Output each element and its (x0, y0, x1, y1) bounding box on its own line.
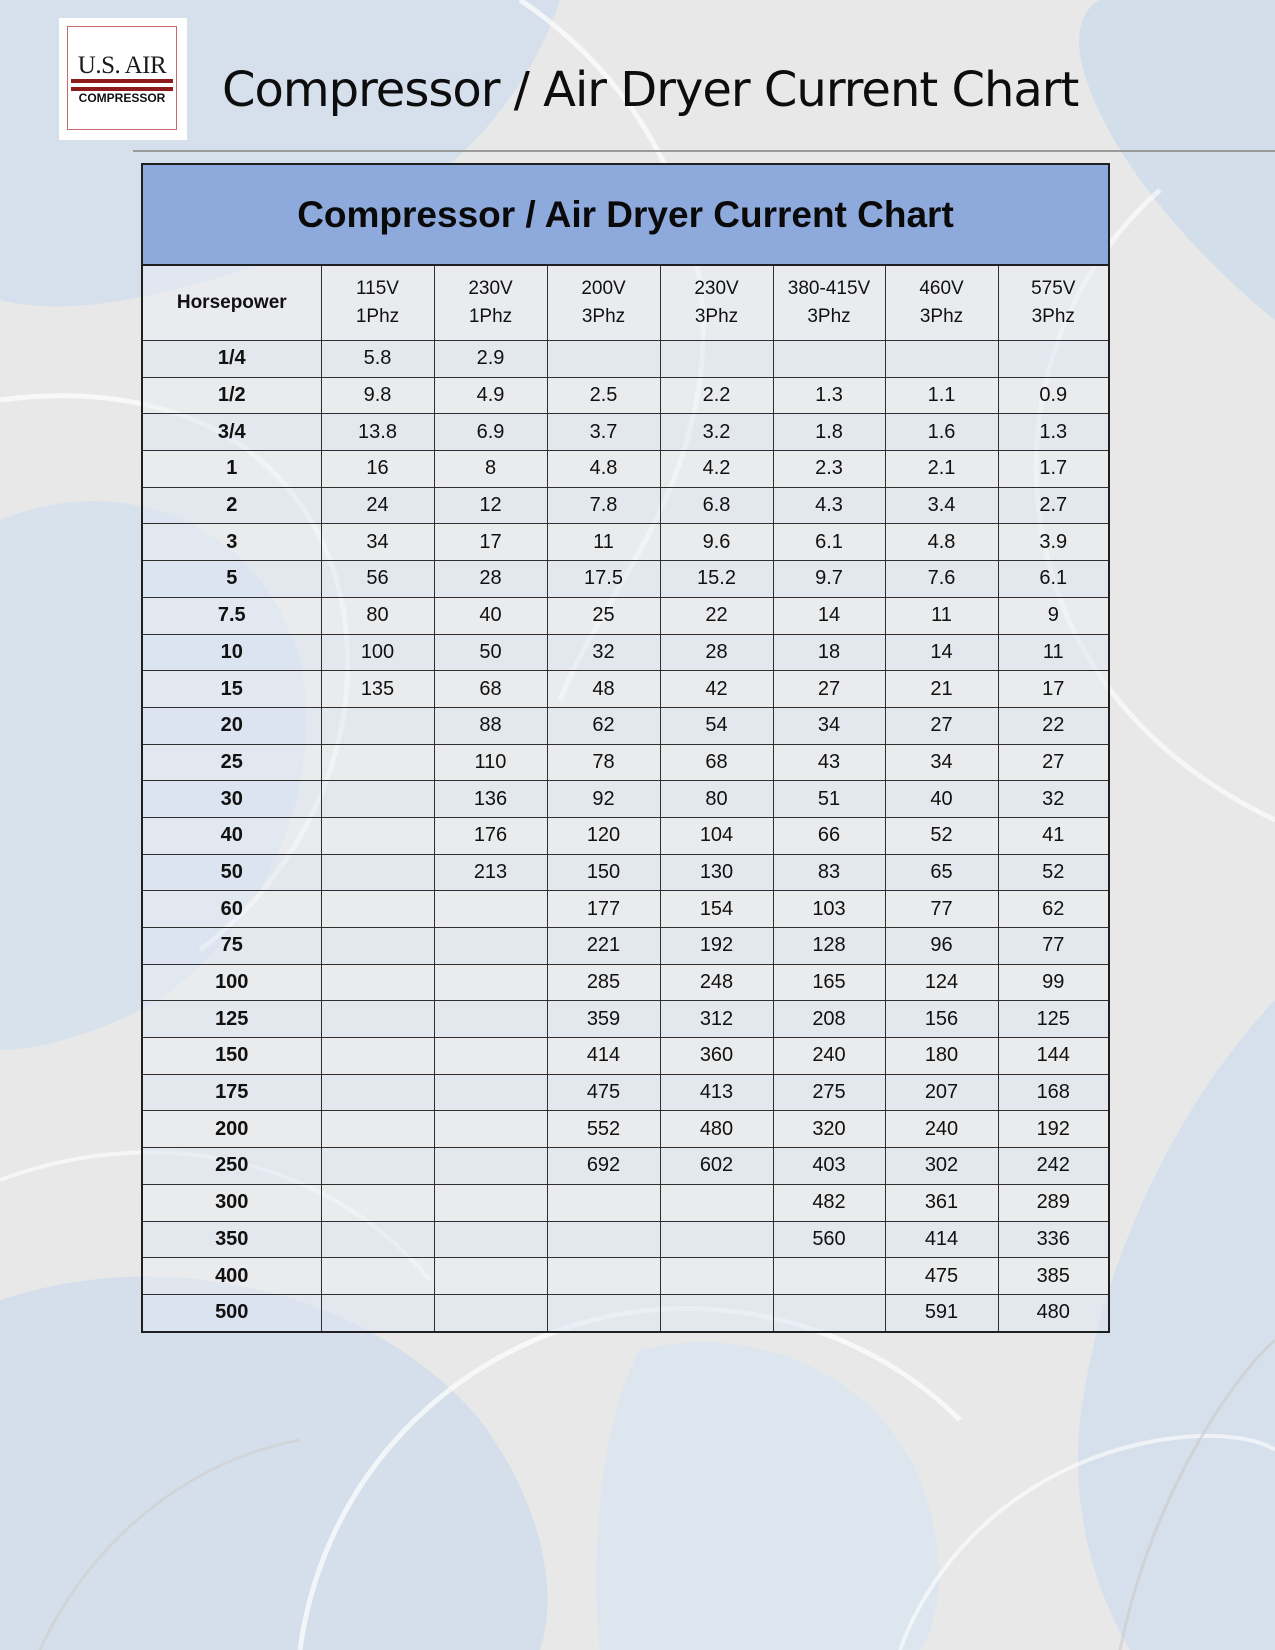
horsepower-cell: 150 (142, 1038, 321, 1075)
current-cell: 312 (660, 1001, 773, 1038)
current-cell: 180 (885, 1038, 998, 1075)
logo-wordmark-bottom: COMPRESSOR (78, 91, 166, 105)
column-header (773, 265, 885, 341)
current-cell: 6.1 (998, 561, 1109, 598)
current-cell: 240 (773, 1038, 885, 1075)
current-cell: 22 (660, 597, 773, 634)
horsepower-cell: 5 (142, 561, 321, 598)
current-cell: 6.8 (660, 487, 773, 524)
current-cell: 176 (434, 817, 547, 854)
current-cell: 18 (773, 634, 885, 671)
table-row (142, 744, 1109, 781)
current-cell: 13.8 (321, 414, 434, 451)
current-cell (321, 854, 434, 891)
current-cell: 21 (885, 671, 998, 708)
current-cell: 1.3 (998, 414, 1109, 451)
column-header-line1: 380-415V (787, 278, 871, 299)
horsepower-cell: 100 (142, 964, 321, 1001)
current-cell: 62 (998, 891, 1109, 928)
table-row (142, 451, 1109, 488)
current-cell (434, 1148, 547, 1185)
current-chart-table-container (141, 163, 1108, 1333)
current-cell: 1.6 (885, 414, 998, 451)
horsepower-cell: 25 (142, 744, 321, 781)
current-cell: 34 (773, 707, 885, 744)
current-cell: 207 (885, 1074, 998, 1111)
table-row (142, 341, 1109, 378)
current-cell: 2.1 (885, 451, 998, 488)
current-cell (321, 1111, 434, 1148)
current-cell: 359 (547, 1001, 660, 1038)
current-cell: 124 (885, 964, 998, 1001)
current-cell: 17 (434, 524, 547, 561)
current-cell (660, 1184, 773, 1221)
current-cell (434, 1001, 547, 1038)
current-cell: 34 (885, 744, 998, 781)
current-cell: 602 (660, 1148, 773, 1185)
column-header-line2: 3Phz (807, 306, 851, 327)
current-cell: 7.6 (885, 561, 998, 598)
current-cell: 68 (434, 671, 547, 708)
current-cell: 6.9 (434, 414, 547, 451)
current-cell (321, 1221, 434, 1258)
current-cell (321, 744, 434, 781)
table-row (142, 414, 1109, 451)
current-cell: 28 (434, 561, 547, 598)
horsepower-cell: 1 (142, 451, 321, 488)
current-cell (660, 1221, 773, 1258)
current-cell: 24 (321, 487, 434, 524)
current-cell: 221 (547, 928, 660, 965)
current-cell: 480 (660, 1111, 773, 1148)
column-header-line2: 3Phz (1031, 306, 1075, 327)
table-row (142, 487, 1109, 524)
column-header (434, 265, 547, 341)
table-title: Compressor / Air Dryer Current Chart (141, 163, 1110, 264)
horsepower-cell: 40 (142, 817, 321, 854)
horsepower-cell: 15 (142, 671, 321, 708)
current-cell: 2.2 (660, 377, 773, 414)
column-header-line1: 230V (468, 278, 513, 299)
current-cell: 414 (885, 1221, 998, 1258)
table-body (142, 341, 1109, 1332)
current-cell: 1.7 (998, 451, 1109, 488)
current-cell: 11 (885, 597, 998, 634)
current-chart-table (141, 163, 1110, 1333)
current-cell: 32 (547, 634, 660, 671)
current-cell: 4.9 (434, 377, 547, 414)
table-header (142, 265, 1109, 341)
current-cell: 32 (998, 781, 1109, 818)
current-cell: 9.8 (321, 377, 434, 414)
horsepower-cell: 175 (142, 1074, 321, 1111)
current-cell: 150 (547, 854, 660, 891)
horsepower-cell: 50 (142, 854, 321, 891)
current-cell: 7.8 (547, 487, 660, 524)
current-cell: 480 (998, 1294, 1109, 1331)
column-header-line2: 3Phz (581, 306, 626, 327)
current-cell: 361 (885, 1184, 998, 1221)
horsepower-cell: 7.5 (142, 597, 321, 634)
current-cell: 248 (660, 964, 773, 1001)
current-cell: 2.9 (434, 341, 547, 378)
table-row (142, 524, 1109, 561)
current-cell: 289 (998, 1184, 1109, 1221)
current-cell (321, 817, 434, 854)
current-cell: 692 (547, 1148, 660, 1185)
horsepower-cell: 250 (142, 1148, 321, 1185)
current-cell (660, 341, 773, 378)
logo-wordmark-top: U.S. AIR (77, 52, 167, 79)
table-row (142, 1074, 1109, 1111)
current-cell (321, 964, 434, 1001)
current-cell: 68 (660, 744, 773, 781)
table-row (142, 928, 1109, 965)
current-cell: 9.6 (660, 524, 773, 561)
current-cell: 3.4 (885, 487, 998, 524)
current-cell: 177 (547, 891, 660, 928)
table-row (142, 1294, 1109, 1331)
current-cell (434, 891, 547, 928)
table-row (142, 671, 1109, 708)
current-cell: 165 (773, 964, 885, 1001)
current-cell (773, 1258, 885, 1295)
current-cell (434, 1074, 547, 1111)
current-cell (434, 1184, 547, 1221)
current-cell (998, 341, 1109, 378)
current-cell: 43 (773, 744, 885, 781)
page-title: Compressor / Air Dryer Current Chart (222, 62, 1079, 118)
column-header (547, 265, 660, 341)
current-cell (434, 928, 547, 965)
current-cell: 9 (998, 597, 1109, 634)
current-cell: 242 (998, 1148, 1109, 1185)
current-cell: 14 (885, 634, 998, 671)
current-cell: 4.3 (773, 487, 885, 524)
logo-stripe (71, 79, 173, 83)
current-cell: 80 (660, 781, 773, 818)
current-cell: 136 (434, 781, 547, 818)
horsepower-cell: 20 (142, 707, 321, 744)
current-cell: 560 (773, 1221, 885, 1258)
current-cell: 6.1 (773, 524, 885, 561)
current-cell: 130 (660, 854, 773, 891)
current-cell (773, 1294, 885, 1331)
current-cell: 34 (321, 524, 434, 561)
current-cell: 3.2 (660, 414, 773, 451)
current-cell: 285 (547, 964, 660, 1001)
column-header-line1: 575V (1031, 278, 1076, 299)
company-logo (59, 18, 187, 140)
current-cell: 52 (998, 854, 1109, 891)
current-cell: 120 (547, 817, 660, 854)
current-cell (321, 1184, 434, 1221)
current-cell: 16 (321, 451, 434, 488)
current-cell: 83 (773, 854, 885, 891)
horsepower-cell: 300 (142, 1184, 321, 1221)
table-row (142, 1148, 1109, 1185)
column-header-line1: 230V (694, 278, 739, 299)
current-cell: 302 (885, 1148, 998, 1185)
current-cell (547, 1221, 660, 1258)
current-cell: 40 (885, 781, 998, 818)
current-cell (321, 928, 434, 965)
current-cell (321, 1074, 434, 1111)
current-cell: 14 (773, 597, 885, 634)
table-row (142, 964, 1109, 1001)
current-cell: 5.8 (321, 341, 434, 378)
current-cell: 156 (885, 1001, 998, 1038)
current-cell (885, 341, 998, 378)
current-cell (321, 707, 434, 744)
current-cell: 88 (434, 707, 547, 744)
current-cell: 92 (547, 781, 660, 818)
horsepower-cell: 75 (142, 928, 321, 965)
table-row (142, 1221, 1109, 1258)
column-header (885, 265, 998, 341)
current-cell: 48 (547, 671, 660, 708)
current-cell: 50 (434, 634, 547, 671)
current-cell (321, 1258, 434, 1295)
column-header (998, 265, 1109, 341)
horsepower-cell: 3 (142, 524, 321, 561)
horsepower-cell: 3/4 (142, 414, 321, 451)
current-cell: 2.7 (998, 487, 1109, 524)
column-header-horsepower (142, 265, 321, 341)
current-cell: 360 (660, 1038, 773, 1075)
current-cell (660, 1294, 773, 1331)
table-row (142, 1184, 1109, 1221)
current-cell: 41 (998, 817, 1109, 854)
current-cell: 77 (885, 891, 998, 928)
current-cell (547, 1184, 660, 1221)
current-cell: 403 (773, 1148, 885, 1185)
horsepower-cell: 1/2 (142, 377, 321, 414)
current-cell: 3.9 (998, 524, 1109, 561)
current-cell: 103 (773, 891, 885, 928)
header-row (142, 265, 1109, 341)
table-row (142, 1111, 1109, 1148)
current-cell: 414 (547, 1038, 660, 1075)
current-cell: 4.2 (660, 451, 773, 488)
current-cell (434, 1258, 547, 1295)
current-cell: 213 (434, 854, 547, 891)
current-cell (660, 1258, 773, 1295)
current-cell: 144 (998, 1038, 1109, 1075)
column-header (660, 265, 773, 341)
table-row (142, 377, 1109, 414)
current-cell: 9.7 (773, 561, 885, 598)
current-cell: 192 (660, 928, 773, 965)
current-cell: 17 (998, 671, 1109, 708)
table-row (142, 561, 1109, 598)
current-cell: 3.7 (547, 414, 660, 451)
table-row (142, 707, 1109, 744)
table-row (142, 781, 1109, 818)
current-cell: 17.5 (547, 561, 660, 598)
current-cell: 110 (434, 744, 547, 781)
current-cell (321, 1294, 434, 1331)
current-cell: 27 (885, 707, 998, 744)
current-cell: 336 (998, 1221, 1109, 1258)
horsepower-cell: 60 (142, 891, 321, 928)
current-cell (321, 1001, 434, 1038)
current-cell: 22 (998, 707, 1109, 744)
column-header-line1: 460V (919, 278, 964, 299)
current-cell: 192 (998, 1111, 1109, 1148)
table-row (142, 1038, 1109, 1075)
current-cell: 11 (547, 524, 660, 561)
current-cell: 8 (434, 451, 547, 488)
horsepower-cell: 350 (142, 1221, 321, 1258)
current-cell: 4.8 (547, 451, 660, 488)
current-cell: 385 (998, 1258, 1109, 1295)
current-cell: 28 (660, 634, 773, 671)
current-cell: 27 (773, 671, 885, 708)
current-cell: 168 (998, 1074, 1109, 1111)
current-cell: 25 (547, 597, 660, 634)
current-cell: 125 (998, 1001, 1109, 1038)
current-cell: 591 (885, 1294, 998, 1331)
current-cell: 320 (773, 1111, 885, 1148)
table-row (142, 597, 1109, 634)
column-header-line2: 3Phz (694, 306, 739, 327)
horsepower-cell: 1/4 (142, 341, 321, 378)
current-cell: 128 (773, 928, 885, 965)
current-cell: 54 (660, 707, 773, 744)
current-cell: 15.2 (660, 561, 773, 598)
current-cell: 56 (321, 561, 434, 598)
current-cell: 12 (434, 487, 547, 524)
current-cell: 27 (998, 744, 1109, 781)
current-cell: 240 (885, 1111, 998, 1148)
table-row (142, 1001, 1109, 1038)
current-cell: 77 (998, 928, 1109, 965)
column-header-line2: 1Phz (355, 306, 400, 327)
column-header-line1: Horsepower (176, 292, 287, 313)
current-cell (547, 1294, 660, 1331)
column-header-line2: 3Phz (919, 306, 964, 327)
current-cell: 0.9 (998, 377, 1109, 414)
table-row (142, 1258, 1109, 1295)
current-cell: 552 (547, 1111, 660, 1148)
current-cell: 62 (547, 707, 660, 744)
current-cell (434, 1294, 547, 1331)
horsepower-cell: 125 (142, 1001, 321, 1038)
horsepower-cell: 500 (142, 1294, 321, 1331)
current-cell: 4.8 (885, 524, 998, 561)
current-cell: 1.3 (773, 377, 885, 414)
table-row (142, 854, 1109, 891)
current-cell: 96 (885, 928, 998, 965)
current-cell: 78 (547, 744, 660, 781)
current-cell: 51 (773, 781, 885, 818)
horsepower-cell: 2 (142, 487, 321, 524)
current-cell (321, 891, 434, 928)
current-cell (434, 1221, 547, 1258)
current-cell: 80 (321, 597, 434, 634)
current-cell (547, 341, 660, 378)
current-cell: 65 (885, 854, 998, 891)
horsepower-cell: 10 (142, 634, 321, 671)
current-cell: 1.1 (885, 377, 998, 414)
current-cell: 475 (547, 1074, 660, 1111)
current-cell (547, 1258, 660, 1295)
header-divider (133, 150, 1275, 152)
current-cell: 42 (660, 671, 773, 708)
current-cell (321, 781, 434, 818)
column-header-line1: 200V (581, 278, 626, 299)
current-cell: 104 (660, 817, 773, 854)
horsepower-cell: 30 (142, 781, 321, 818)
table-row (142, 817, 1109, 854)
horsepower-cell: 200 (142, 1111, 321, 1148)
column-header (321, 265, 434, 341)
current-cell: 100 (321, 634, 434, 671)
horsepower-cell: 400 (142, 1258, 321, 1295)
current-cell: 154 (660, 891, 773, 928)
current-cell: 40 (434, 597, 547, 634)
table-row (142, 634, 1109, 671)
current-cell: 413 (660, 1074, 773, 1111)
current-cell: 475 (885, 1258, 998, 1295)
current-cell: 1.8 (773, 414, 885, 451)
current-cell: 208 (773, 1001, 885, 1038)
table-row (142, 891, 1109, 928)
current-cell (434, 1111, 547, 1148)
current-cell (434, 1038, 547, 1075)
current-cell (321, 1148, 434, 1185)
current-cell: 275 (773, 1074, 885, 1111)
current-cell: 99 (998, 964, 1109, 1001)
current-cell: 482 (773, 1184, 885, 1221)
current-cell (321, 1038, 434, 1075)
current-cell: 2.3 (773, 451, 885, 488)
current-cell (434, 964, 547, 1001)
current-cell: 52 (885, 817, 998, 854)
current-cell: 11 (998, 634, 1109, 671)
current-cell: 135 (321, 671, 434, 708)
current-cell: 66 (773, 817, 885, 854)
current-cell (773, 341, 885, 378)
logo-frame (67, 26, 177, 130)
column-header-line2: 1Phz (468, 306, 513, 327)
current-cell: 2.5 (547, 377, 660, 414)
column-header-line1: 115V (356, 278, 399, 299)
